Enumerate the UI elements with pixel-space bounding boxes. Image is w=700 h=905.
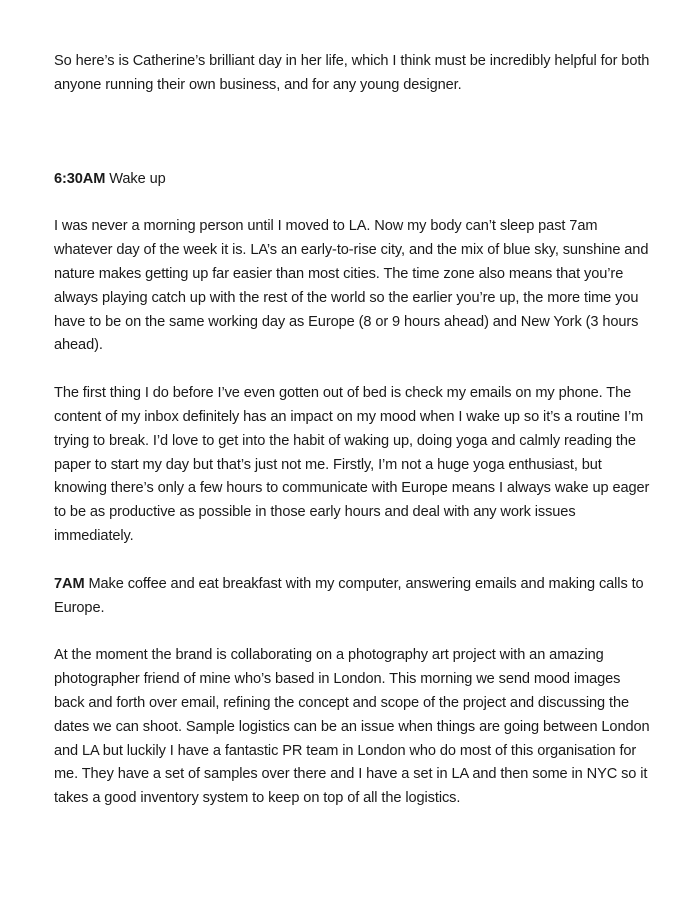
section-heading-breakfast [54, 573, 654, 621]
section-time: 7AM [54, 575, 85, 592]
section-heading-wake-up [54, 168, 654, 192]
body-paragraph: I was never a morning person until I moved to LA. Now my body can’t sleep past 7am whatever day of the week it is. LA’s an early-to-rise city, and the mix of blue sky, sunshine and nature makes getting up far easier than most cities. The time zone also means that you’re always playing catch up with the rest of the world so the earlier you’re up, the more time you have to be on the same working day as Europe (8 or 9 hours ahead) and New York (3 hours ahead). [54, 218, 649, 354]
intro-paragraph: So here’s is Catherine’s brilliant day in her life, which I think must be incredibly helpful for both anyone running their own business, and for any young designer. [54, 53, 650, 93]
body-paragraph: The first thing I do before I’ve even gotten out of bed is check my emails on my phone. The content of my inbox definitely has an impact on my mood when I wake up so it’s a routine I’m trying to break. I’d love to get into the habit of waking up, doing yoga and calmly reading the paper to start my day but that’s just not me. Firstly, I’m not a huge yoga enthusiast, but knowing there’s only a few hours to communicate with Europe means I always wake up eager to be as productive as possible in those early hours and deal with any work issues immediately. [54, 385, 650, 544]
body-paragraph: At the moment the brand is collaborating on a photography art project with an amazing photographer friend of mine who’s based in London. This morning we send mood images back and forth over email, refining the concept and scope of the project and discussing the dates we can shoot. Sample logistics can be an issue when things are going between London and LA but luckily I have a fantastic PR team in London who do most of this organisation for me. They have a set of samples over there and I have a set in LA and then some in NYC so it takes a good inventory system to keep on top of all the logistics. [54, 647, 650, 807]
section-title: Make coffee and eat breakfast with my computer, answering emails and making calls to Europe. [54, 575, 644, 616]
article-body [54, 50, 654, 835]
section-title: Wake up [105, 170, 166, 187]
section-time: 6:30AM [54, 170, 106, 187]
